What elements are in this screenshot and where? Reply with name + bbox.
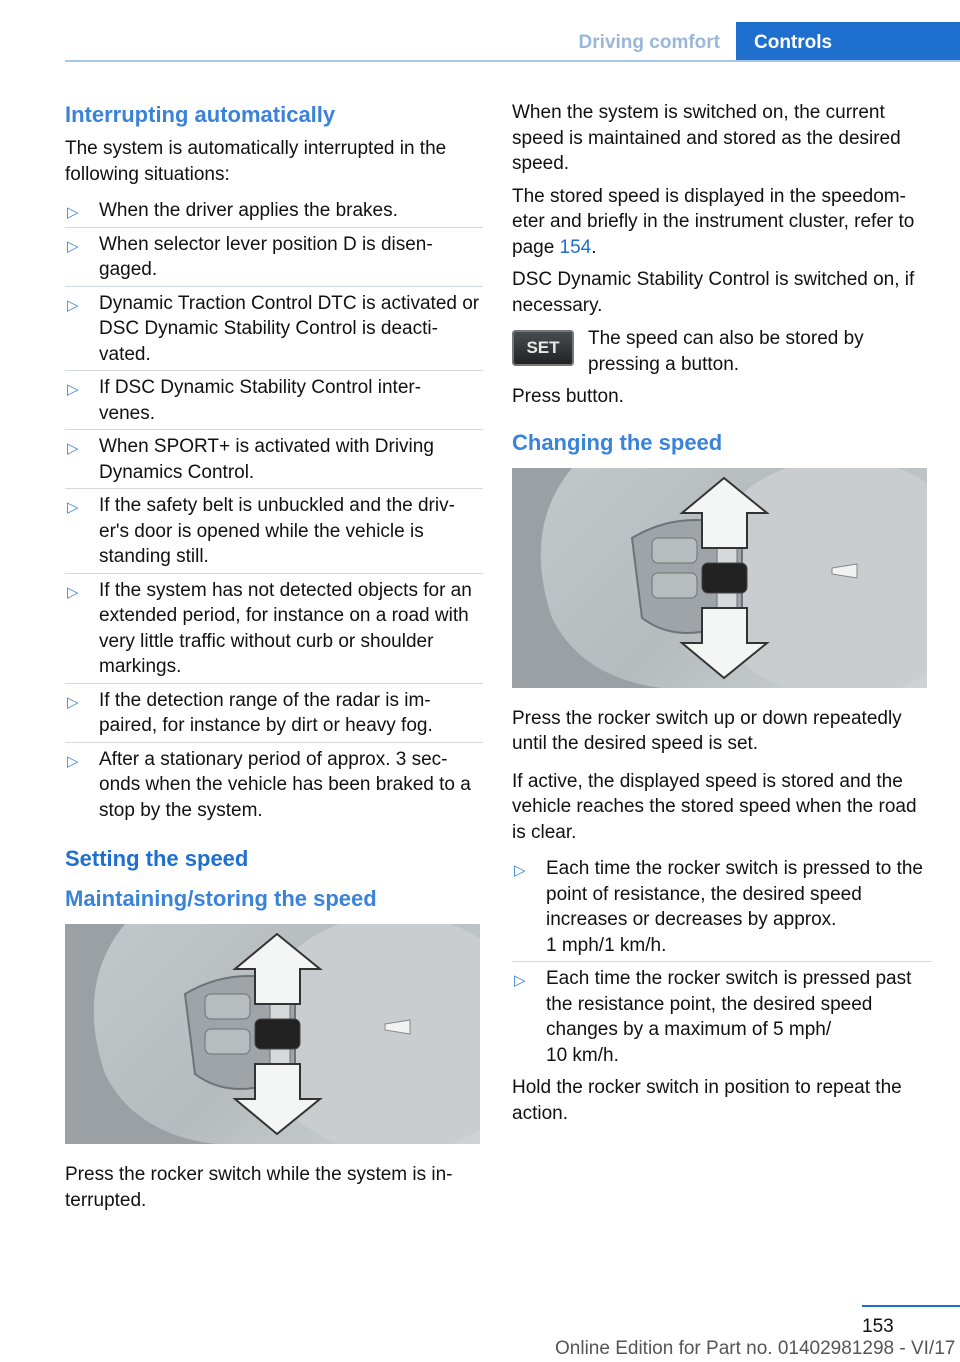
- set-button-icon: SET: [512, 330, 574, 366]
- interrupt-list: [65, 194, 483, 826]
- list-item: ▷ Each time the rocker switch is pressed to the point of resistance, the desired speed increases or decreases by approx. 1 mph/1 km/h.: [514, 858, 923, 956]
- header-rule: [65, 60, 960, 62]
- list-item: ▷ When selector lever position D is disen- gaged.: [65, 227, 483, 286]
- intro-paragraph: The system is automatically interrupted in the following situations:: [65, 138, 447, 185]
- triangle-bullet-icon: ▷: [67, 381, 79, 398]
- heading-interrupting: Interrupting automatically: [65, 102, 336, 127]
- paragraph-if-active: If active, the displayed speed is stored and the vehicle reaches the stored speed when the road is clear.: [512, 770, 917, 843]
- steering-wheel-rocker-image-2: [512, 468, 927, 688]
- steering-wheel-rocker-image: [65, 924, 480, 1144]
- heading-changing-speed: Changing the speed: [512, 429, 723, 455]
- edition-text: Online Edition for Part no. 01402981298 - VI/17: [555, 1338, 956, 1359]
- triangle-bullet-icon: ▷: [67, 583, 79, 601]
- header-section-label: Driving comfort: [578, 32, 720, 53]
- right-column: [512, 100, 932, 1133]
- list-item: ▷ If the system has not detected objects for an extended period, for instance on a road with very little traffic without curb or shoulder markings.: [65, 573, 483, 683]
- list-item: ▷ If the detection range of the radar is im- paired, for instance by dirt or heavy fog.: [65, 683, 483, 742]
- triangle-bullet-icon: ▷: [67, 752, 79, 770]
- paragraph-displayed: The stored speed is displayed in the speedom- eter and briefly in the instrument cluster, refer to page 154.: [512, 185, 915, 258]
- triangle-bullet-icon: ▷: [514, 972, 526, 989]
- left-column: [65, 100, 483, 1220]
- triangle-bullet-icon: ▷: [67, 693, 79, 711]
- list-item: ▷ Each time the rocker switch is pressed past the resistance point, the desired speed changes by a maximum of 5 mph/ 10 km/h.: [512, 961, 932, 1071]
- triangle-bullet-icon: ▷: [67, 237, 79, 255]
- list-item: ▷ When SPORT+ is activated with Driving Dynamics Control.: [65, 429, 483, 488]
- caption-maintain: Press the rocker switch while the system is in- terrupted.: [65, 1164, 453, 1211]
- press-button-text: Press button.: [512, 386, 624, 407]
- heading-maintaining-speed: Maintaining/storing the speed: [65, 886, 377, 911]
- paragraph-hold: Hold the rocker switch in position to repeat the action.: [512, 1077, 902, 1124]
- triangle-bullet-icon: ▷: [514, 862, 526, 879]
- list-item: ▷ If DSC Dynamic Stability Control inter- venes.: [65, 370, 483, 429]
- set-button-text: The speed can also be stored by pressing a button.: [588, 328, 864, 375]
- heading-setting-speed: Setting the speed: [65, 846, 249, 871]
- set-button-row: [512, 326, 932, 378]
- list-item: ▷ If the safety belt is unbuckled and the driv- er's door is opened while the vehicle is standing still.: [65, 488, 483, 573]
- page-link[interactable]: 154: [559, 236, 592, 258]
- list-item: ▷ After a stationary period of approx. 3 sec- onds when the vehicle has been braked to a stop by the system.: [65, 742, 483, 827]
- header-tab: Controls: [736, 22, 960, 62]
- paragraph-switched-on: When the system is switched on, the current speed is maintained and stored as the desired speed.: [512, 102, 901, 174]
- list-item: ▷ When the driver applies the brakes.: [65, 194, 483, 227]
- change-speed-list: [512, 852, 932, 1071]
- list-item: ▷ Dynamic Traction Control DTC is activated or DSC Dynamic Stability Control is deacti- vated.: [65, 286, 483, 371]
- paragraph-dsc: DSC Dynamic Stability Control is switched on, if necessary.: [512, 269, 915, 316]
- footer-rule: [862, 1305, 960, 1307]
- triangle-bullet-icon: ▷: [67, 499, 79, 516]
- triangle-bullet-icon: ▷: [67, 296, 79, 314]
- triangle-bullet-icon: ▷: [67, 440, 79, 457]
- triangle-bullet-icon: ▷: [67, 204, 79, 221]
- page-number: 153: [862, 1316, 894, 1337]
- paragraph-rocker-repeat: Press the rocker switch up or down repeatedly until the desired speed is set.: [512, 707, 902, 754]
